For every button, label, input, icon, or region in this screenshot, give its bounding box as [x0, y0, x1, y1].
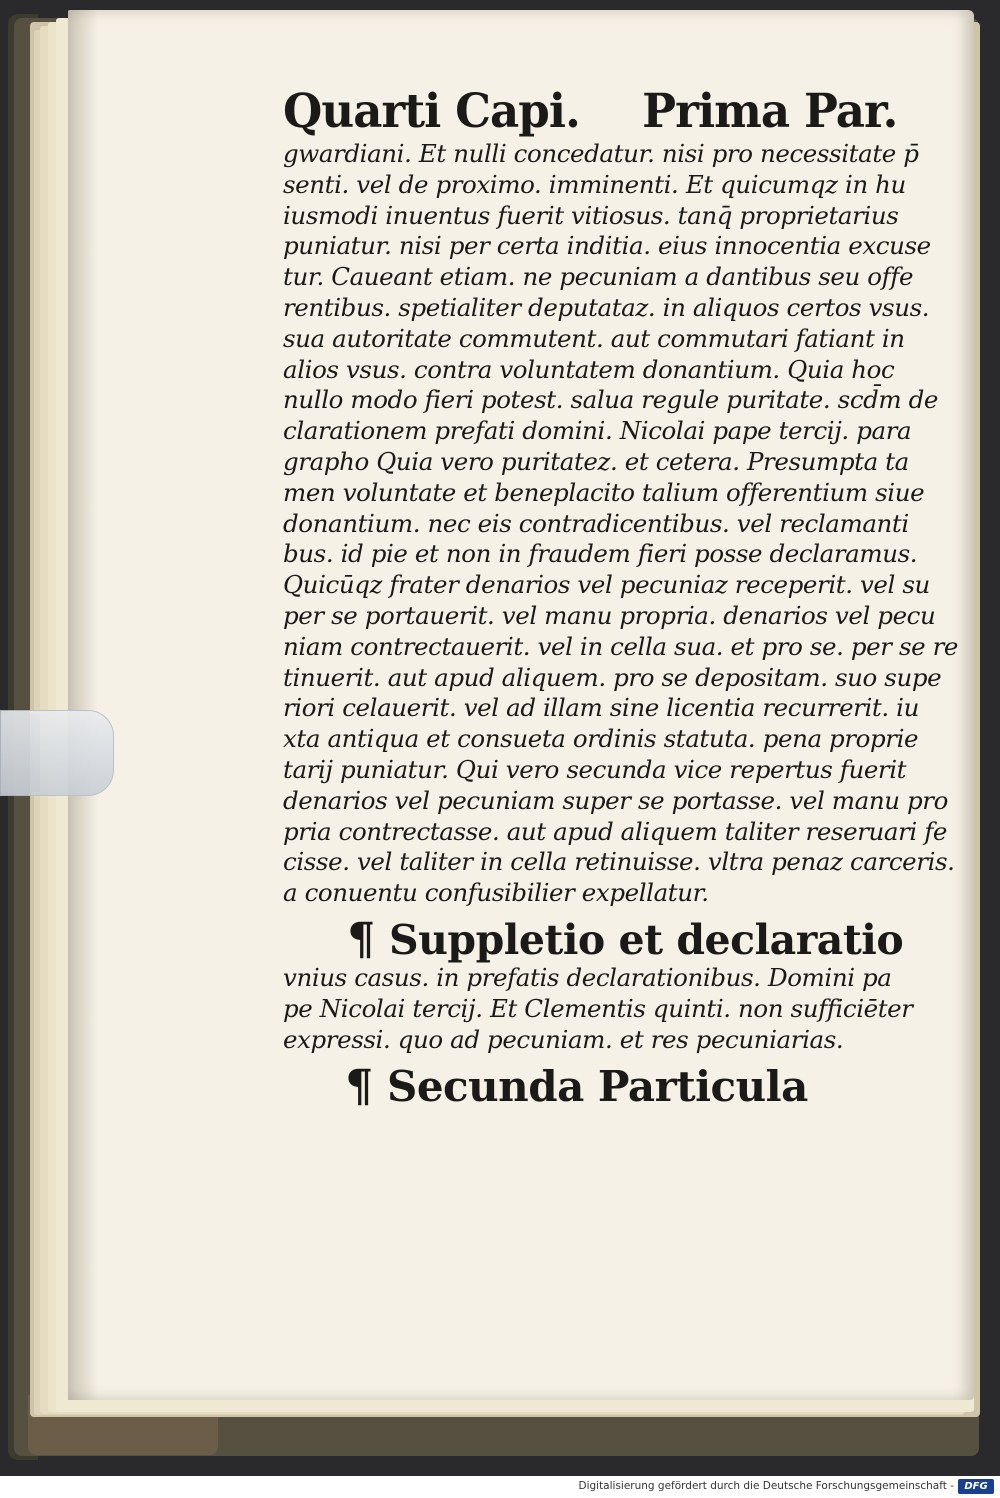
dfg-logo: DFG	[958, 1479, 994, 1494]
text-line: men voluntate et beneplacito talium offerentium siue	[283, 477, 925, 507]
footer-bar	[0, 1476, 1000, 1498]
text-line: tinuerit. aut apud aliquem. pro se depositam. suo supe	[283, 662, 942, 692]
text-line: rentibus. spetialiter deputataz. in aliquos certos vsus.	[283, 292, 930, 322]
text-line: grapho Quia vero puritatez. et cetera. Presumpta ta	[283, 446, 909, 476]
footer-credit: Digitalisierung gefördert durch die Deutsche Forschungsgemeinschaft -	[578, 1480, 954, 1492]
pilcrow-icon: ¶	[347, 913, 375, 965]
text-line: pria contrectasse. aut apud aliquem taliter reseruari fe	[283, 816, 947, 846]
text-line: iusmodi inuentus fuerit vitiosus. tanq̄ proprietarius	[283, 200, 899, 230]
text-line: nullo modo fieri potest. salua regule puritate. scd̄m de	[283, 385, 939, 415]
page-gutter-shadow	[68, 10, 98, 1400]
text-line: sua autoritate commutent. aut commutari fatiant in	[283, 323, 905, 353]
text-line: clarationem prefati domini. Nicolai pape tercij. para	[283, 416, 912, 446]
suppletio-text	[283, 963, 923, 1055]
body-text	[283, 139, 959, 909]
text-line: expressi. quo ad pecuniam. et res pecuniarias.	[283, 1024, 844, 1054]
text-line: gwardiani. Et nulli concedatur. nisi pro necessitate p̄	[283, 139, 919, 168]
text-line: per se portauerit. vel manu propria. denarios vel pecu	[283, 600, 936, 630]
text-line: riori celauerit. vel ad illam sine licentia recurrerit. iu	[283, 693, 919, 723]
text-line: tarij puniatur. Qui vero secunda vice repertus fuerit	[283, 754, 907, 784]
text-line: alios vsus. contra voluntatem donantium. Quia hoc	[283, 354, 895, 384]
heading-suppletio	[283, 913, 923, 965]
text-line: puniatur. nisi per certa inditia. eius innocentia excuse	[283, 231, 931, 261]
text-line: niam contrectauerit. vel in cella sua. et pro se. per se re	[283, 631, 959, 661]
heading-secunda	[283, 1060, 923, 1112]
page-holder-clip	[0, 710, 114, 796]
header-right: Prima Par.	[642, 84, 898, 139]
text-line: Quicūqz frater denarios vel pecuniaz receperit. vel su	[283, 570, 930, 600]
heading-secunda-text: Secunda Particula	[387, 1061, 808, 1111]
text-line: pe Nicolai tercij. Et Clementis quinti. non sufficiēter	[283, 993, 913, 1023]
text-line: a conuentu confusibilier expellatur.	[283, 878, 709, 908]
running-header	[283, 84, 898, 139]
text-line: xta antiqua et consueta ordinis statuta. pena proprie	[283, 724, 919, 754]
header-left: Quarti Capi.	[283, 84, 580, 139]
text-line: vnius casus. in prefatis declarationibus. Domini pa	[283, 963, 892, 993]
text-line: denarios vel pecuniam super se portasse. vel manu pro	[283, 785, 948, 815]
pilcrow-icon: ¶	[345, 1060, 373, 1112]
text-line: bus. id pie et non in fraudem fieri posse declaramus.	[283, 539, 918, 569]
page-text-block	[283, 84, 959, 1112]
heading-suppletio-text: Suppletio et declaratio	[389, 915, 904, 964]
text-line: tur. Caueant etiam. ne pecuniam a dantibus seu offe	[283, 262, 914, 292]
text-line: cisse. vel taliter in cella retinuisse. vltra penaz carceris.	[283, 847, 955, 877]
text-line: senti. vel de proximo. imminenti. Et quicumqz in hu	[283, 169, 906, 199]
text-line: donantium. nec eis contradicentibus. vel reclamanti	[283, 508, 909, 538]
